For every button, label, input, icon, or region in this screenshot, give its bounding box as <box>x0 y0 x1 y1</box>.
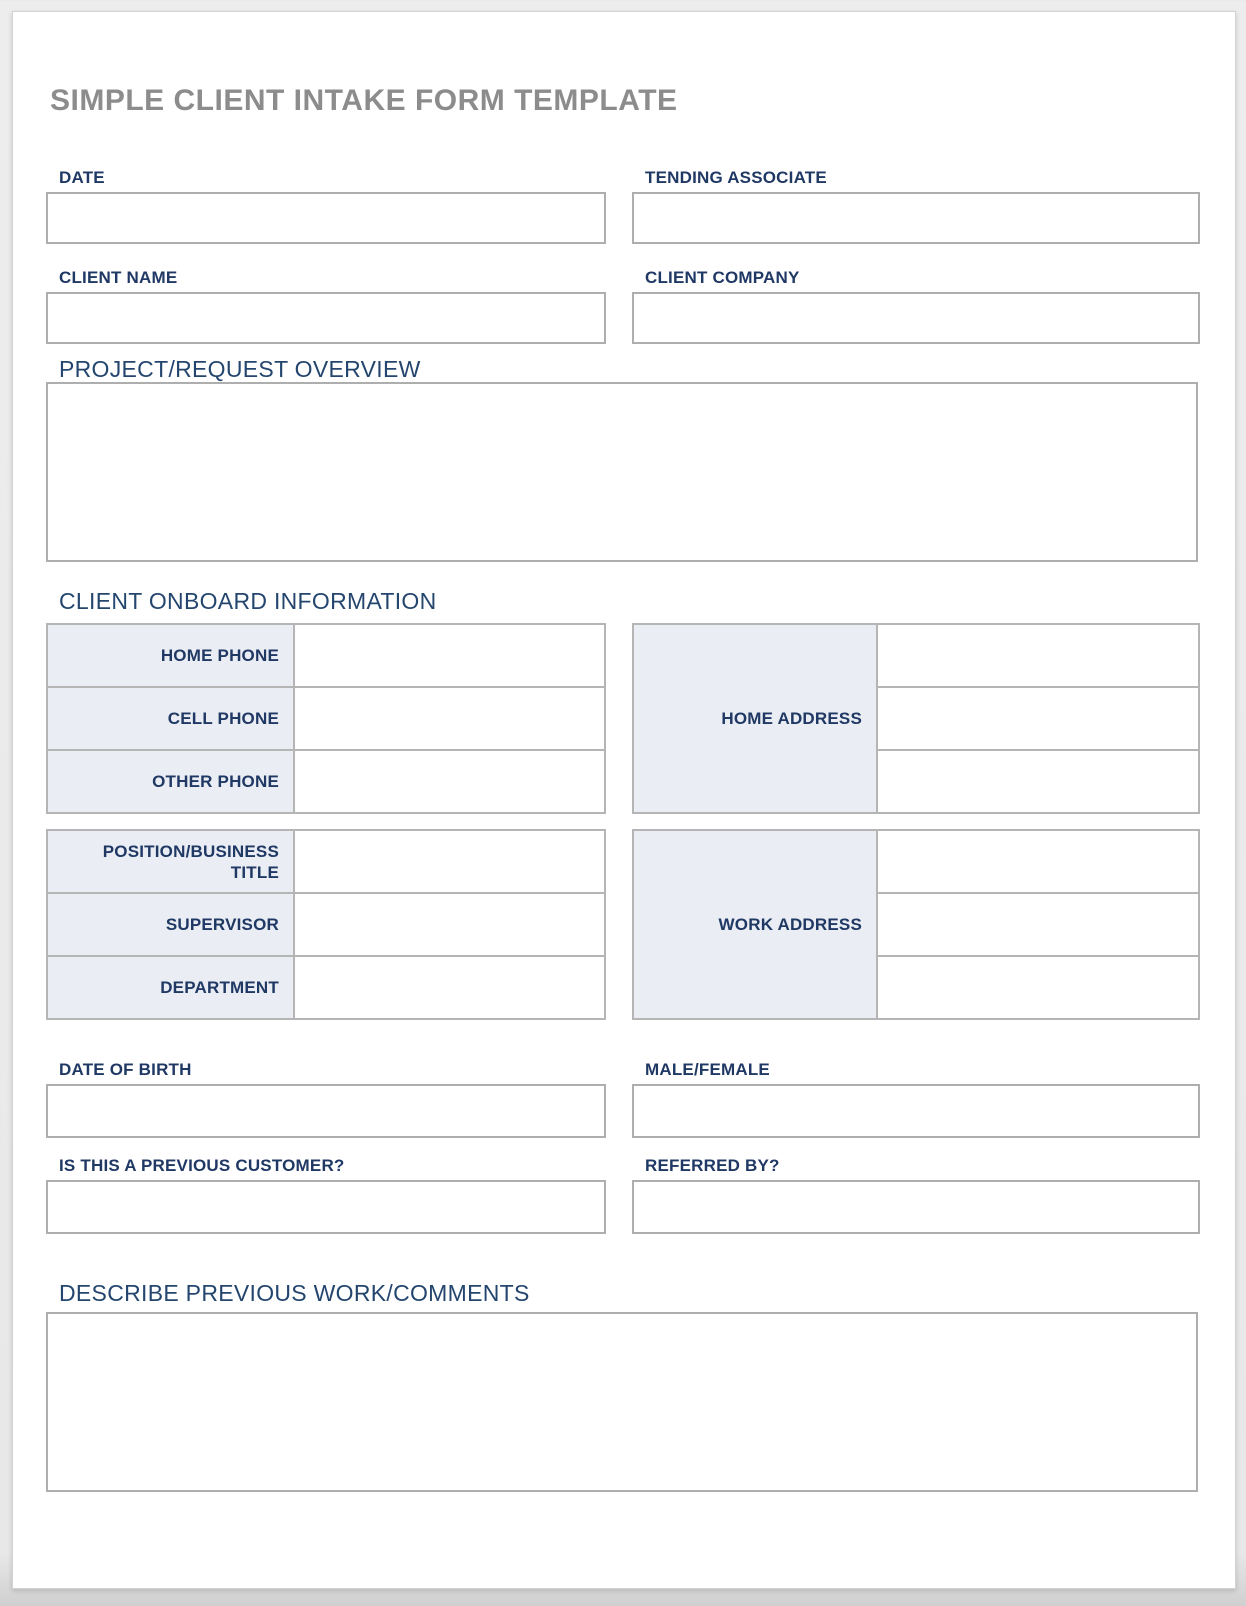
date-of-birth-input[interactable] <box>46 1084 606 1138</box>
work-address-label: WORK ADDRESS <box>633 830 877 1019</box>
referred-by-input[interactable] <box>632 1180 1200 1234</box>
referred-by-label: REFERRED BY? <box>645 1156 780 1175</box>
work-address-table <box>632 829 1200 1020</box>
client-company-input[interactable] <box>632 292 1200 344</box>
previous-work-comments-heading: DESCRIBE PREVIOUS WORK/COMMENTS <box>59 1280 530 1306</box>
position-title-label: POSITION/BUSINESS TITLE <box>47 830 294 893</box>
page-title: SIMPLE CLIENT INTAKE FORM TEMPLATE <box>50 84 678 117</box>
position-title-input[interactable] <box>294 830 605 893</box>
table-row <box>47 830 605 893</box>
previous-customer-label: IS THIS A PREVIOUS CUSTOMER? <box>59 1156 345 1175</box>
other-phone-input[interactable] <box>294 750 605 813</box>
home-address-line-2-input[interactable] <box>877 687 1199 750</box>
table-row <box>47 624 605 687</box>
date-input[interactable] <box>46 192 606 244</box>
client-company-label: CLIENT COMPANY <box>645 268 800 287</box>
position-table <box>46 829 606 1020</box>
work-address-line-1-input[interactable] <box>877 830 1199 893</box>
onboard-tables-row-2 <box>46 829 1198 1020</box>
department-label: DEPARTMENT <box>47 956 294 1019</box>
cell-phone-label: CELL PHONE <box>47 687 294 750</box>
table-row <box>47 956 605 1019</box>
home-address-line-3-input[interactable] <box>877 750 1199 813</box>
project-overview-input[interactable] <box>46 382 1198 562</box>
other-phone-label: OTHER PHONE <box>47 750 294 813</box>
supervisor-input[interactable] <box>294 893 605 956</box>
home-address-table <box>632 623 1200 814</box>
table-row <box>633 830 1199 893</box>
client-name-input[interactable] <box>46 292 606 344</box>
row-dob-gender <box>46 1060 1198 1138</box>
male-female-label: MALE/FEMALE <box>645 1060 770 1079</box>
table-row <box>47 893 605 956</box>
phone-table <box>46 623 606 814</box>
onboard-heading: CLIENT ONBOARD INFORMATION <box>59 588 437 614</box>
work-address-line-3-input[interactable] <box>877 956 1199 1019</box>
department-input[interactable] <box>294 956 605 1019</box>
section-previous-work-comments <box>46 1280 1198 1492</box>
row-date-associate <box>46 168 1198 244</box>
row-client <box>46 268 1198 344</box>
date-of-birth-label: DATE OF BIRTH <box>59 1060 192 1079</box>
work-address-line-2-input[interactable] <box>877 893 1199 956</box>
section-project-overview <box>46 356 1198 562</box>
tending-associate-input[interactable] <box>632 192 1200 244</box>
supervisor-label: SUPERVISOR <box>47 893 294 956</box>
table-row <box>47 687 605 750</box>
previous-work-comments-input[interactable] <box>46 1312 1198 1492</box>
row-previous-referred <box>46 1156 1198 1234</box>
project-overview-heading: PROJECT/REQUEST OVERVIEW <box>59 356 421 382</box>
previous-customer-input[interactable] <box>46 1180 606 1234</box>
home-phone-label: HOME PHONE <box>47 624 294 687</box>
home-address-label: HOME ADDRESS <box>633 624 877 813</box>
table-row <box>633 624 1199 687</box>
cell-phone-input[interactable] <box>294 687 605 750</box>
client-name-label: CLIENT NAME <box>59 268 178 287</box>
home-address-line-1-input[interactable] <box>877 624 1199 687</box>
onboard-tables-row-1 <box>46 623 1198 814</box>
date-label: DATE <box>59 168 105 187</box>
form-page <box>12 11 1236 1589</box>
tending-associate-label: TENDING ASSOCIATE <box>645 168 827 187</box>
male-female-input[interactable] <box>632 1084 1200 1138</box>
home-phone-input[interactable] <box>294 624 605 687</box>
table-row <box>47 750 605 813</box>
